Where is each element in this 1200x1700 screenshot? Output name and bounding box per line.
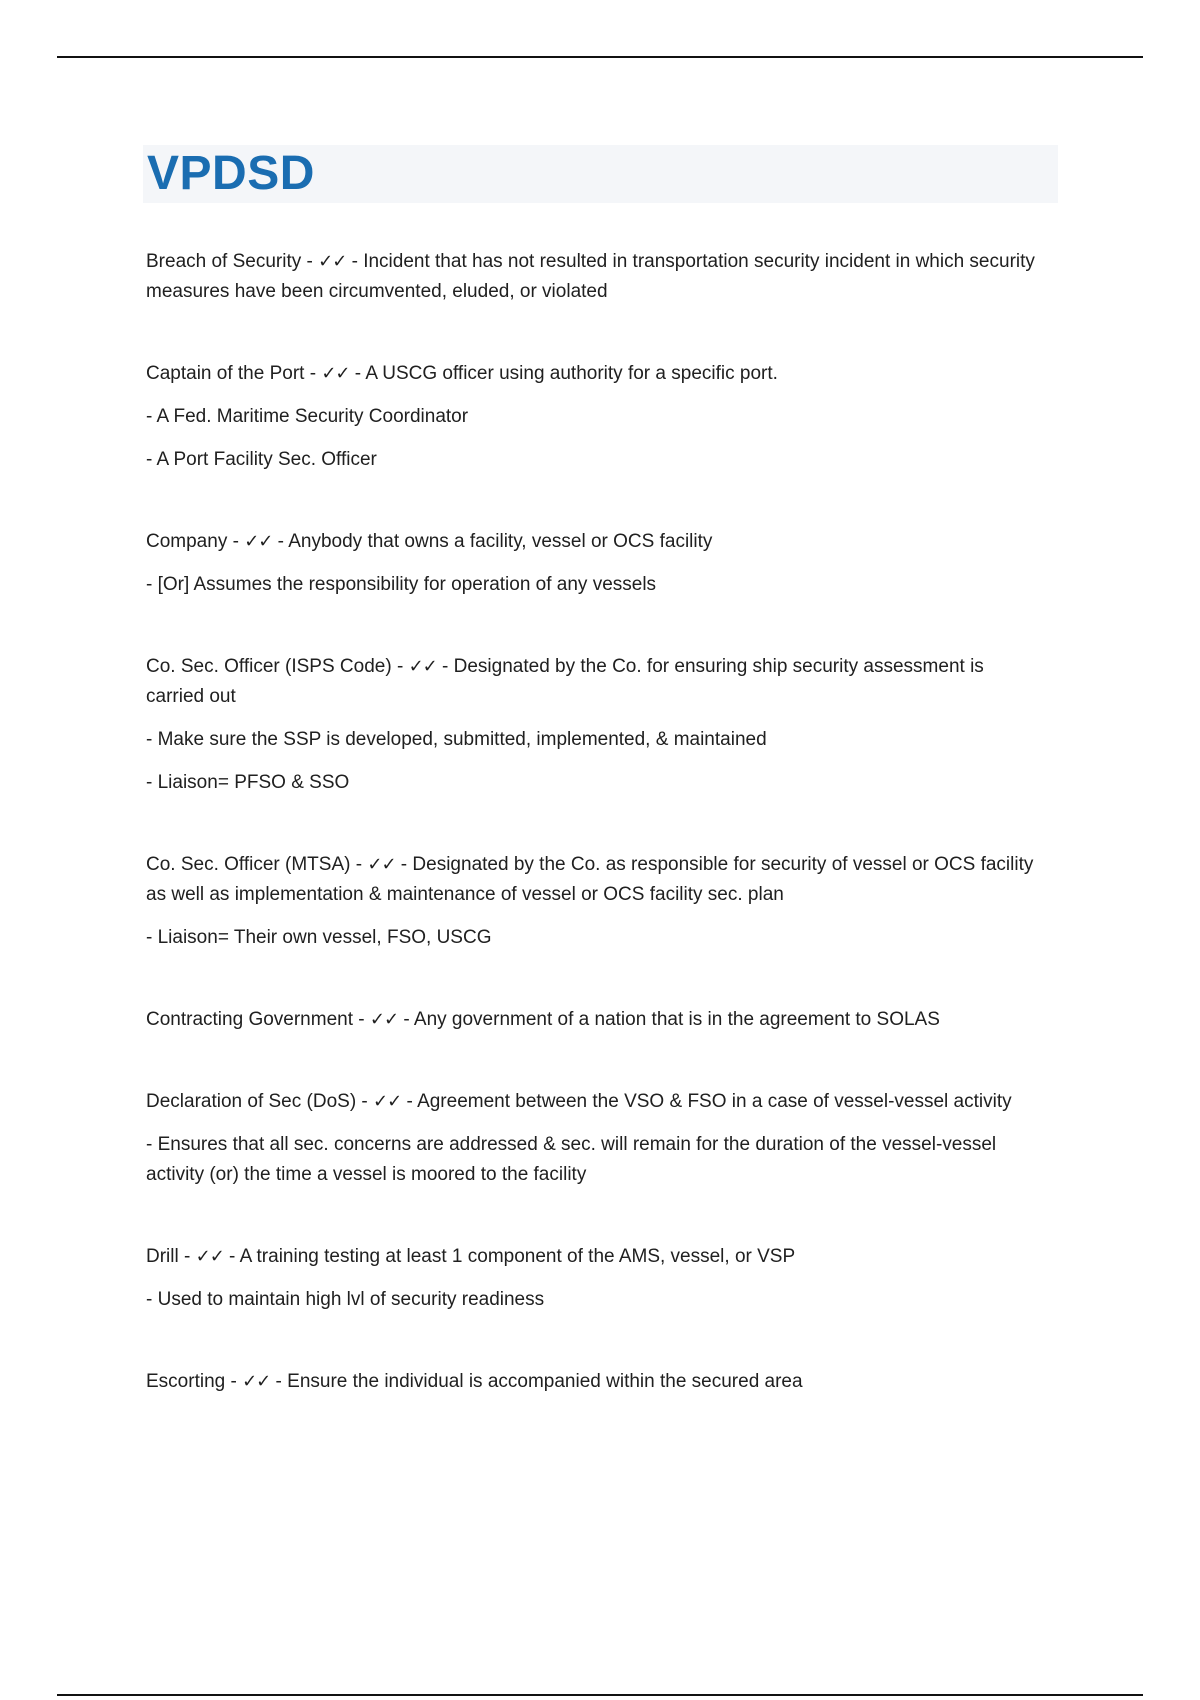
entry-note: - Make sure the SSP is developed, submitted, implemented, & maintained [146,729,767,750]
footer-rule [57,1694,1143,1696]
entry-definition-line: Escorting - ✓✓ - Ensure the individual is accompanied within the secured area [146,1371,803,1392]
header-rule [57,56,1143,58]
entry-term: Company [146,531,228,552]
entry-term: Co. Sec. Officer (ISPS Code) [146,656,392,677]
glossary-entry [146,652,1046,798]
entry-definition-line: Company - ✓✓ - Anybody that owns a facility, vessel or OCS facility [146,531,713,552]
entry-note: - [Or] Assumes the responsibility for operation of any vessels [146,574,657,595]
entry-definition-line: Breach of Security - ✓✓ - Incident that has not resulted in transportation security incident in which security measures have been circumvented, eluded, or violated [146,251,1035,302]
check-mark-icon: ✓✓ [321,363,350,384]
page-title: VPDSD [147,147,315,200]
check-mark-icon: ✓✓ [244,531,273,552]
entry-note: - Used to maintain high lvl of security readiness [146,1289,545,1310]
glossary-entry [146,1087,1046,1190]
entry-definition: Any government of a nation that is in the agreement to SOLAS [413,1009,940,1030]
entry-definition: A USCG officer using authority for a specific port. [365,363,778,384]
entry-definition: Designated by the Co. for ensuring ship security assessment is carried out [146,656,984,707]
entry-note: - Liaison= PFSO & SSO [146,772,350,793]
glossary-entry [146,850,1046,953]
check-mark-icon: ✓✓ [318,251,347,272]
entry-note: - Ensures that all sec. concerns are addressed & sec. will remain for the duration of the vessel-vessel activity (or) the time a vessel is moored to the facility [146,1134,997,1185]
check-mark-icon: ✓✓ [195,1246,224,1267]
glossary-entry [146,359,1046,475]
entry-term: Declaration of Sec (DoS) [146,1091,357,1112]
entry-term: Contracting Government [146,1009,353,1030]
entry-definition-line: Co. Sec. Officer (ISPS Code) - ✓✓ - Designated by the Co. for ensuring ship security assessment is carried out [146,656,984,707]
glossary-entry [146,247,1046,307]
glossary-list [146,247,1046,1449]
entry-definition: Incident that has not resulted in transportation security incident in which security measures have been circumvented, eluded, or violated [146,251,1035,302]
entry-definition-line: Drill - ✓✓ - A training testing at least 1 component of the AMS, vessel, or VSP [146,1246,796,1267]
entry-definition: Ensure the individual is accompanied within the secured area [287,1371,803,1392]
entry-definition: Agreement between the VSO & FSO in a case of vessel-vessel activity [417,1091,1012,1112]
check-mark-icon: ✓✓ [408,656,437,677]
entry-term: Drill [146,1246,179,1267]
entry-definition-line: Contracting Government - ✓✓ - Any government of a nation that is in the agreement to SOLAS [146,1009,940,1030]
entry-definition-line: Co. Sec. Officer (MTSA) - ✓✓ - Designated by the Co. as responsible for security of vessel or OCS facility as well as implementation & maintenance of vessel or OCS facility sec. plan [146,854,1034,905]
check-mark-icon: ✓✓ [369,1009,399,1030]
glossary-entry [146,527,1046,600]
entry-definition-line: Declaration of Sec (DoS) - ✓✓ - Agreement between the VSO & FSO in a case of vessel-vessel activity [146,1091,1012,1112]
entry-note: - A Fed. Maritime Security Coordinator [146,406,469,427]
glossary-entry [146,1367,1046,1397]
entry-definition: Designated by the Co. as responsible for security of vessel or OCS facility as well as implementation & maintenance of vessel or OCS facility sec. plan [146,854,1034,905]
entry-term: Breach of Security [146,251,302,272]
entry-definition-line: Captain of the Port - ✓✓ - A USCG officer using authority for a specific port. [146,363,778,384]
entry-term: Captain of the Port [146,363,305,384]
check-mark-icon: ✓✓ [367,854,396,875]
entry-term: Escorting [146,1371,226,1392]
check-mark-icon: ✓✓ [373,1091,402,1112]
entry-term: Co. Sec. Officer (MTSA) [146,854,351,875]
check-mark-icon: ✓✓ [242,1371,271,1392]
entry-definition: Anybody that owns a facility, vessel or OCS facility [288,531,713,552]
glossary-entry [146,1242,1046,1315]
entry-definition: A training testing at least 1 component of the AMS, vessel, or VSP [239,1246,796,1267]
entry-note: - A Port Facility Sec. Officer [146,449,377,470]
entry-note: - Liaison= Their own vessel, FSO, USCG [146,927,492,948]
glossary-entry [146,1005,1046,1035]
